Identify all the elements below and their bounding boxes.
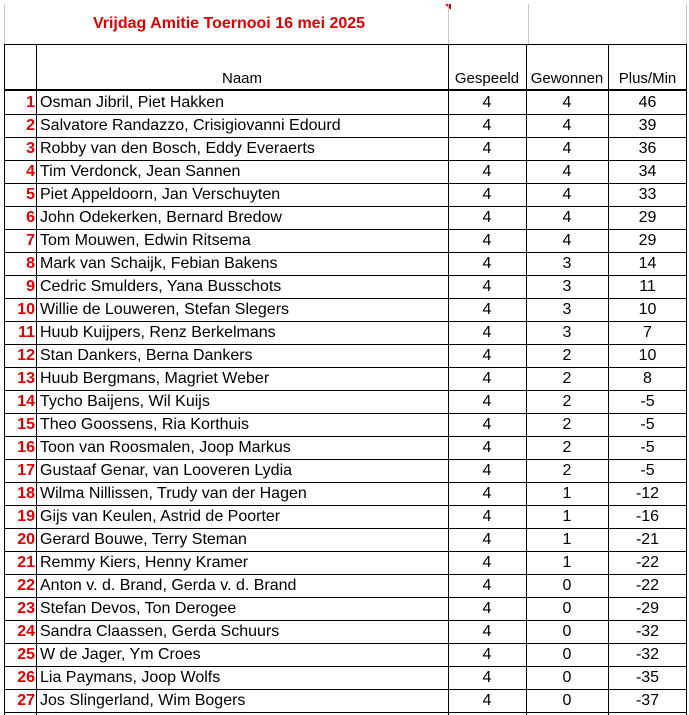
table-row [4,184,687,207]
won-cell: 4 [562,94,572,111]
name-cell: Theo Goossens, Ria Korthuis [40,416,249,433]
name-cell: Jos Slingerland, Wim Bogers [40,692,246,709]
plusmin-cell: 7 [643,324,652,341]
name-cell: Gustaaf Genar, van Looveren Lydia [40,462,293,479]
grid-line [686,44,687,715]
table-row [4,437,687,460]
won-cell: 2 [562,462,572,479]
won-cell: 4 [562,117,572,134]
table-row [4,299,687,322]
played-cell: 4 [482,439,492,456]
played-cell: 4 [482,94,492,111]
rank-cell: 8 [26,255,35,272]
plusmin-cell: 34 [638,163,657,180]
plusmin-cell: 46 [638,94,657,111]
rank-cell: 12 [17,347,35,364]
won-cell: 4 [562,232,572,249]
name-cell: Piet Appeldoorn, Jan Verschuyten [40,186,281,203]
rank-cell: 17 [17,462,35,479]
rank-cell: 25 [17,646,35,663]
played-cell: 4 [482,577,492,594]
grid-line [526,44,527,715]
won-cell: 0 [562,692,572,709]
won-cell: 2 [562,370,572,387]
played-cell: 4 [482,531,492,548]
grid-line [4,44,5,715]
table-row [4,529,687,552]
name-cell: Mark van Schaijk, Febian Bakens [40,255,278,272]
title-row [4,4,687,45]
won-cell: 1 [562,531,572,548]
rank-cell: 4 [26,163,35,180]
rank-cell: 18 [17,485,35,502]
played-cell: 4 [482,324,492,341]
table-row [4,276,687,299]
sheet-title: Vrijdag Amitie Toernooi 16 mei 2025 [92,15,366,32]
rank-cell: 11 [18,324,35,341]
name-cell: Stan Dankers, Berna Dankers [40,347,253,364]
won-cell: 0 [562,600,572,617]
name-cell: Salvatore Randazzo, Crisigiovanni Edourd [40,117,341,134]
table-row [4,115,687,138]
plusmin-cell: -5 [640,439,655,456]
won-cell: 2 [562,439,572,456]
table-row [4,92,687,115]
plusmin-cell: 10 [638,301,657,318]
rank-cell: 23 [17,600,35,617]
played-cell: 4 [482,669,492,686]
plusmin-cell: -29 [635,600,660,617]
name-cell: Sandra Claassen, Gerda Schuurs [40,623,280,640]
played-cell: 4 [482,554,492,571]
plusmin-cell: 29 [638,232,657,249]
grid-line [36,44,37,715]
won-cell: 0 [562,646,572,663]
name-cell: Robby van den Bosch, Eddy Everaerts [40,140,315,157]
table-row [4,322,687,345]
rank-cell: 26 [17,669,35,686]
won-cell: 3 [562,301,572,318]
won-cell: 1 [562,554,572,571]
played-cell: 4 [482,623,492,640]
table-row [4,368,687,391]
plusmin-cell: 29 [638,209,657,226]
rank-cell: 3 [26,140,35,157]
table-row [4,138,687,161]
table-row [4,345,687,368]
rank-cell: 7 [26,232,35,249]
plusmin-cell: 14 [638,255,657,272]
table-row [4,621,687,644]
name-cell: Remmy Kiers, Henny Kramer [40,554,249,571]
won-cell: 0 [562,623,572,640]
name-cell: Gijs van Keulen, Astrid de Poorter [40,508,281,525]
table-row [4,644,687,667]
table-row [4,690,687,713]
name-cell: Huub Kuijpers, Renz Berkelmans [40,324,276,341]
plusmin-cell: -35 [635,669,660,686]
plusmin-cell: -5 [640,416,655,433]
won-cell: 4 [562,209,572,226]
rank-cell: 10 [17,301,35,318]
played-cell: 4 [482,646,492,663]
played-cell: 4 [482,117,492,134]
plusmin-cell: -22 [635,554,660,571]
name-cell: Willie de Louweren, Stefan Slegers [40,301,290,318]
won-cell: 3 [562,278,572,295]
played-cell: 4 [482,140,492,157]
table-row [4,253,687,276]
table-row [4,414,687,437]
won-cell: 4 [562,140,572,157]
played-cell: 4 [482,301,492,318]
header-won: Gewonnen [530,70,604,87]
table-row [4,230,687,253]
grid-line [528,4,529,44]
won-cell: 1 [562,485,572,502]
won-cell: 2 [562,393,572,410]
rank-cell: 14 [17,393,35,410]
name-cell: John Odekerken, Bernard Bredow [40,209,282,226]
played-cell: 4 [482,186,492,203]
name-cell: Tom Mouwen, Edwin Ritsema [40,232,251,249]
played-cell: 4 [482,209,492,226]
plusmin-cell: 10 [638,347,657,364]
header-played: Gespeeld [454,70,520,87]
rank-cell: 2 [26,117,35,134]
played-cell: 4 [482,485,492,502]
rank-cell: 27 [17,692,35,709]
grid-line [448,4,449,44]
name-cell: Anton v. d. Brand, Gerda v. d. Brand [40,577,297,594]
table-row [4,552,687,575]
played-cell: 4 [482,232,492,249]
column-headers [4,44,687,91]
plusmin-cell: 11 [639,278,656,295]
table-row [4,575,687,598]
plusmin-cell: -32 [635,646,660,663]
plusmin-cell: 33 [638,186,657,203]
name-cell: Cedric Smulders, Yana Busschots [40,278,282,295]
name-cell: Lia Paymans, Joop Wolfs [40,669,221,686]
name-cell: Huub Bergmans, Magriet Weber [40,370,270,387]
plusmin-cell: 36 [638,140,657,157]
rank-cell: 21 [17,554,35,571]
played-cell: 4 [482,416,492,433]
table-row [4,161,687,184]
plusmin-cell: -5 [640,393,655,410]
name-cell: Osman Jibril, Piet Hakken [40,94,225,111]
plusmin-cell: -32 [635,623,660,640]
header-name: Naam [221,70,262,87]
table-row [4,460,687,483]
plusmin-cell: -12 [635,485,660,502]
played-cell: 4 [482,370,492,387]
plusmin-cell: 8 [643,370,652,387]
won-cell: 4 [562,163,572,180]
grid-line [448,44,449,715]
table-row [4,391,687,414]
played-cell: 4 [482,692,492,709]
table-row [4,506,687,529]
table-row [4,598,687,621]
played-cell: 4 [482,255,492,272]
won-cell: 4 [562,186,572,203]
played-cell: 4 [482,508,492,525]
grid-line [4,4,5,44]
name-cell: Tycho Baijens, Wil Kuijs [40,393,210,410]
played-cell: 4 [482,600,492,617]
plusmin-cell: -37 [635,692,660,709]
won-cell: 3 [562,324,572,341]
rank-cell: 13 [17,370,35,387]
name-cell: Wilma Nillissen, Trudy van der Hagen [40,485,307,502]
table-row [4,207,687,230]
won-cell: 0 [562,577,572,594]
won-cell: 0 [562,669,572,686]
header-plusmin: Plus/Min [618,70,677,87]
played-cell: 4 [482,393,492,410]
name-cell: Stefan Devos, Ton Derogee [40,600,237,617]
played-cell: 4 [482,462,492,479]
plusmin-cell: -22 [635,577,660,594]
rank-cell: 20 [17,531,35,548]
rank-cell: 22 [17,577,35,594]
grid-line [686,4,687,44]
name-cell: Toon van Roosmalen, Joop Markus [40,439,291,456]
name-cell: W de Jager, Ym Croes [40,646,201,663]
plusmin-cell: 39 [638,117,657,134]
rank-cell: 15 [17,416,35,433]
rank-cell: 1 [26,94,35,111]
rank-cell: 6 [26,209,35,226]
table-row [4,667,687,690]
played-cell: 4 [482,347,492,364]
grid-line [608,44,609,715]
plusmin-cell: -21 [635,531,660,548]
won-cell: 2 [562,416,572,433]
plusmin-cell: -5 [640,462,655,479]
rank-cell: 19 [17,508,35,525]
played-cell: 4 [482,163,492,180]
name-cell: Tim Verdonck, Jean Sannen [40,163,241,180]
plusmin-cell: -16 [635,508,660,525]
rank-cell: 16 [17,439,35,456]
rank-cell: 24 [17,623,35,640]
table-row [4,483,687,506]
won-cell: 2 [562,347,572,364]
played-cell: 4 [482,278,492,295]
won-cell: 1 [562,508,572,525]
won-cell: 3 [562,255,572,272]
rank-cell: 5 [26,186,35,203]
rank-cell: 9 [26,278,35,295]
name-cell: Gerard Bouwe, Terry Steman [40,531,247,548]
